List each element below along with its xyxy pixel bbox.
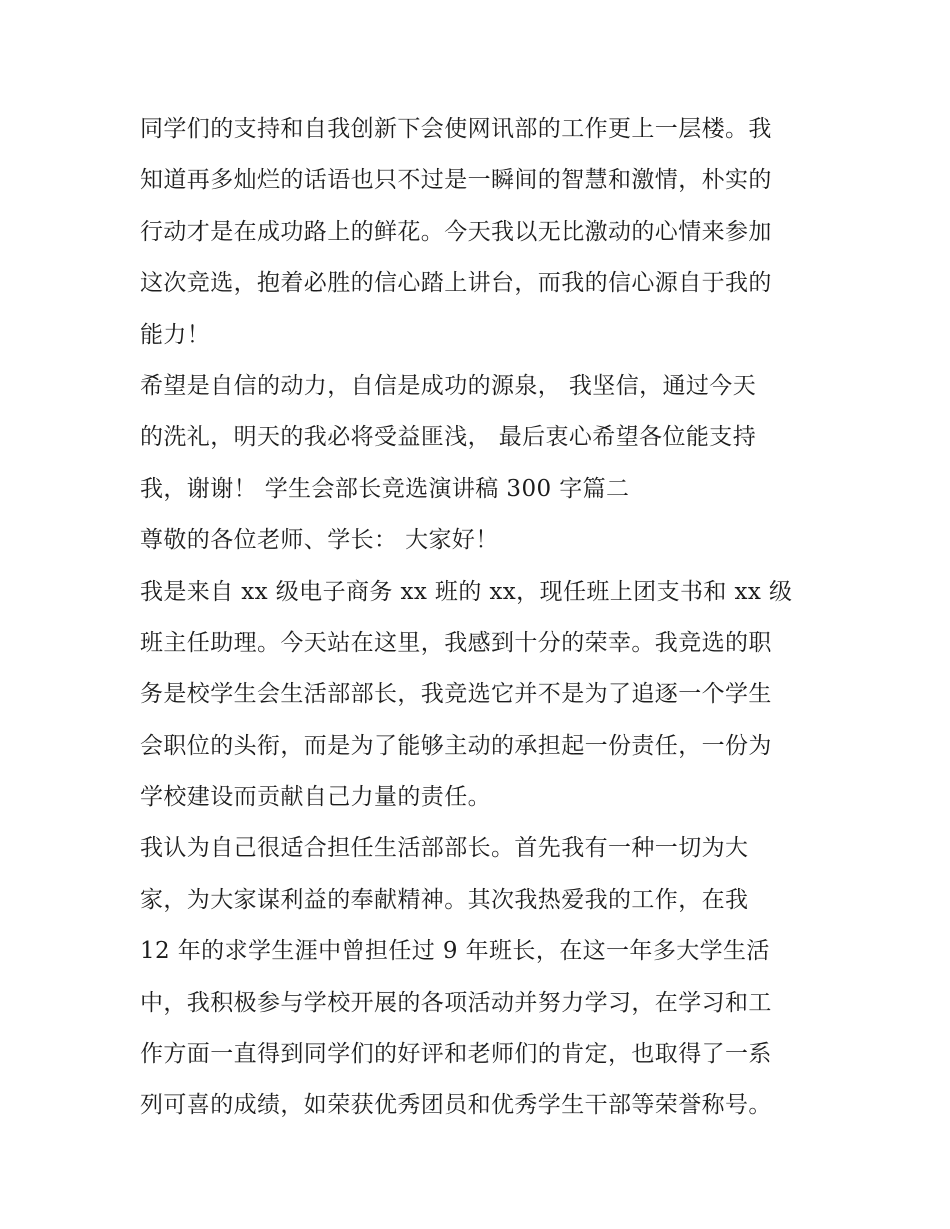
text-line: 知道再多灿烂的话语也只不过是一瞬间的智慧和激情，朴实的 [140,167,772,194]
text-line: 我认为自己很适合担任生活部部长。首先我有一种一切为大 [140,835,749,862]
text-line: 这次竞选，抱着必胜的信心踏上讲台，而我的信心源自于我的 [140,270,772,297]
text-line: 的洗礼，明天的我必将受益匪浅， 最后衷心希望各位能支持 [140,424,757,451]
text-line: 能力！ [140,321,211,348]
text-line: 务是校学生会生活部部长，我竞选它并不是为了追逐一个学生 [140,681,772,708]
text-line: 同学们的支持和自我创新下会使网讯部的工作更上一层楼。我 [140,116,772,142]
text-line: 学校建设而贡献自己力量的责任。 [140,784,491,811]
text-line: 列可喜的成绩，如荣获优秀团员和优秀学生干部等荣誉称号。 [140,1092,772,1119]
text-line: 希望是自信的动力，自信是成功的源泉， 我坚信，通过今天 [140,372,757,399]
text-line: 我，谢谢！ 学生会部长竞选演讲稿 300 字篇二 [140,475,630,502]
text-line: 尊敬的各位老师、学长： 大家好！ [140,527,499,554]
text-line: 会职位的头衔，而是为了能够主动的承担起一份责任，一份为 [140,732,772,759]
document-body [140,104,820,1132]
text-line: 班主任助理。今天站在这里，我感到十分的荣幸。我竞选的职 [140,629,772,656]
text-line: 行动才是在成功路上的鲜花。今天我以无比激动的心情来参加 [140,218,772,245]
text-line: 中，我积极参与学校开展的各项活动并努力学习，在学习和工 [140,989,772,1016]
text-line: 家，为大家谋利益的奉献精神。其次我热爱我的工作，在我 [140,886,749,913]
text-line: 我是来自 xx 级电子商务 xx 班的 xx，现任班上团支书和 xx 级 [140,578,793,605]
text-line: 12 年的求学生涯中曾担任过 9 年班长，在这一年多大学生活 [140,938,770,965]
text-line: 作方面一直得到同学们的好评和老师们的肯定，也取得了一系 [140,1041,772,1068]
